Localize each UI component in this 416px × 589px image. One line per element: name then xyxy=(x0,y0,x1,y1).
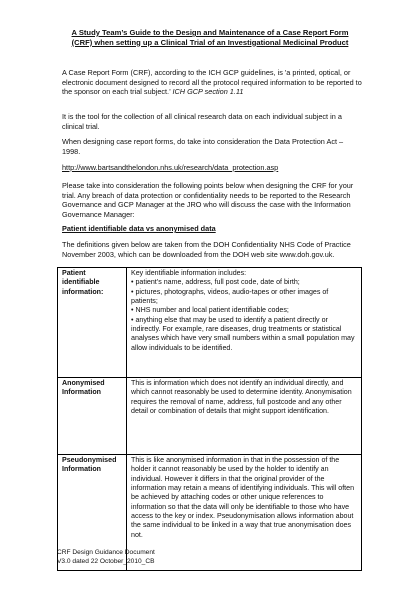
definition-cell xyxy=(127,268,362,378)
definition-line: • patient’s name, address, full post code, date of birth; xyxy=(131,278,300,287)
definition-line: • anything else that may be used to identify a patient directly or indirectly. For example, rare diseases, drug treatments or statistical analyses which have very small numbers within a small population may allow individuals to be identified. xyxy=(131,315,355,352)
tool-paragraph: It is the tool for the collection of all clinical research data on each individual subject in a clinical trial. xyxy=(62,112,342,131)
term-cell: Anonymised Information xyxy=(58,378,127,455)
intro-paragraph xyxy=(62,68,362,97)
data-protection-paragraph: When designing case report forms, do take into consideration the Data Protection Act – 1998. xyxy=(62,137,344,156)
definition-cell: This is like anonymised information in that in the possession of the holder it cannot reasonably be used by the holder to identify an individual. However it differs in that the original provider of the information may retain a means of identifying individuals. This will often be achieved by attaching codes or other unique references to information so that the data will only be identifiable to those who have access to the key or index. Pseudonymisation allows information about the same individual to be linked in a way that true anonymisation does not. xyxy=(127,455,362,571)
footer-line: CRF Design Guidance Document xyxy=(57,549,155,556)
section-heading: Patient identifiable data vs anonymised data xyxy=(62,224,216,233)
definition-line: Key identifiable information includes: xyxy=(131,269,247,277)
intro-text: A Case Report Form (CRF), according to the ICH GCP guidelines, is 'a printed, optical, or electronic document designed to record all the protocol required information to be reported to the sponsor on each trial subject.’ xyxy=(62,68,362,97)
definitions-table xyxy=(57,267,362,571)
definition-line: • NHS number and local patient identifiable codes; xyxy=(131,306,289,315)
document-title: A Study Team’s Guide to the Design and Maintenance of a Case Report Form (CRF) when setting up a Clinical Trial of an Investigational Medicinal Product xyxy=(71,28,349,47)
intro-citation: ICH GCP section 1.11 xyxy=(172,87,244,97)
term-cell: Patient identifiable information: xyxy=(58,268,127,378)
consideration-paragraph: Please take into consideration the following points below when designing the CRF for your trial. Any breach of data protection or confidentiality needs to be reported to the Research Governance and GCP Manager at the JRO who will discuss the case with the Information Governance Manager: xyxy=(62,181,354,219)
data-protection-link[interactable]: http://www.bartsandthelondon.nhs.uk/research/data_protection.asp xyxy=(62,163,279,172)
term-cell: Pseudonymised Information xyxy=(58,455,127,571)
table-row xyxy=(58,268,362,378)
definition-line: • pictures, photographs, videos, audio-tapes or other images of xyxy=(131,287,329,296)
definitions-intro: The definitions given below are taken from the DOH Confidentiality NHS Code of Practice November 2003, which can be downloaded from the DOH web site www.doh.gov.uk. xyxy=(62,240,351,259)
page-footer xyxy=(57,549,155,567)
definition-line: patients; xyxy=(131,297,158,306)
table-row xyxy=(58,378,362,455)
footer-line: V3.0 dated 22 October_2010_CB xyxy=(57,557,155,565)
definition-cell: This is information which does not identify an individual directly, and which cannot reasonably be used to determine identity. Anonymisation requires the removal of name, address, full postcode and any other detail or combination of details that might support identification. xyxy=(127,378,362,455)
